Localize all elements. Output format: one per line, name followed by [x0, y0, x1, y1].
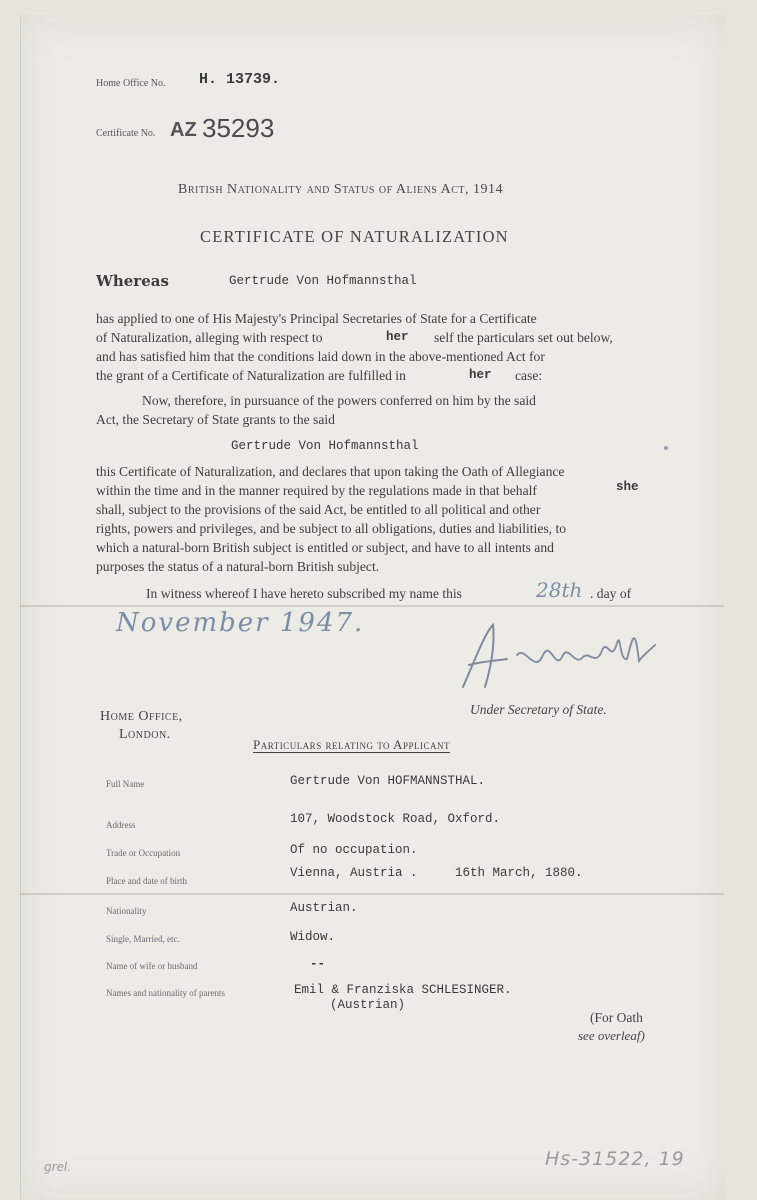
pronoun: her: [469, 368, 492, 382]
paragraph1-line: self the particulars set out below,: [434, 330, 613, 345]
paragraph1-line: has applied to one of His Majesty's Principal Secretaries of State for a Certificate: [96, 311, 537, 326]
particular-value: Of no occupation.: [290, 843, 418, 857]
paragraph3-line: this Certificate of Naturalization, and declares that upon taking the Oath of Allegiance: [96, 464, 565, 479]
particular-label: Trade or Occupation: [106, 848, 181, 858]
fold-line: [20, 893, 724, 895]
pronoun: her: [386, 330, 409, 344]
witness-text: In witness whereof I have hereto subscribed my name this: [146, 586, 462, 601]
paragraph3-line: within the time and in the manner required by the regulations made in that behalf: [96, 483, 537, 498]
particular-value-continued: (Austrian): [330, 998, 406, 1012]
particular-value: Widow.: [290, 930, 336, 944]
particular-value: Emil & Franziska SCHLESINGER.: [294, 983, 512, 997]
fold-line: [20, 605, 724, 607]
certificate-label: Certificate No.: [96, 128, 156, 139]
ink-mark: [664, 446, 668, 450]
particular-value: Vienna, Austria . 16th March, 1880.: [290, 866, 583, 880]
oath-note: (For Oath: [590, 1010, 643, 1025]
particular-value: 107, Woodstock Road, Oxford.: [290, 812, 501, 826]
particular-label: Names and nationality of parents: [106, 988, 225, 998]
paragraph2-line: Act, the Secretary of State grants to the said: [96, 412, 335, 427]
particular-label: Single, Married, etc.: [106, 934, 180, 944]
paragraph3-line: rights, powers and privileges, and be subject to all obligations, duties and liabilities, to: [96, 521, 567, 536]
act-title: British Nationality and Status of Aliens Act, 1914: [178, 182, 503, 197]
particular-label: Nationality: [106, 906, 147, 916]
particular-value: Gertrude Von HOFMANNSTHAL.: [290, 774, 486, 788]
paragraph2-line: Now, therefore, in pursuance of the powers conferred on him by the said: [142, 393, 536, 408]
whereas-label: Whereas: [96, 272, 169, 290]
particular-value: Austrian.: [290, 901, 358, 915]
particular-value: --: [310, 957, 326, 971]
handwritten-day: 28th: [536, 578, 583, 602]
office-line: Home Office,: [100, 709, 183, 724]
particulars-heading: Particulars relating to Applicant: [253, 737, 450, 752]
paragraph1-line: the grant of a Certificate of Naturalization are fulfilled in: [96, 368, 406, 383]
day-of-text: . day of: [590, 586, 632, 601]
office-line: London.: [119, 727, 171, 742]
certificate-prefix: AZ: [170, 119, 197, 141]
home-office-number: H. 13739.: [199, 71, 281, 88]
home-office-label: Home Office No.: [96, 78, 166, 89]
particular-label: Place and date of birth: [106, 876, 187, 886]
paragraph1-line: case:: [515, 368, 543, 383]
handwritten-month-year: November 1947.: [116, 608, 365, 638]
particular-label: Name of wife or husband: [106, 961, 198, 971]
paragraph3-line: which a natural-born British subject is entitled or subject, and have to all intents and: [96, 540, 554, 555]
particular-label: Address: [106, 820, 136, 830]
pencil-annotation: grel.: [44, 1160, 72, 1174]
signatory-title: Under Secretary of State.: [470, 702, 607, 717]
applicant-name: Gertrude Von Hofmannsthal: [229, 274, 417, 288]
pronoun: she: [616, 480, 639, 494]
paragraph3-line: shall, subject to the provisions of the said Act, be entitled to all political and other: [96, 502, 541, 517]
oath-note: see overleaf): [578, 1028, 645, 1043]
archive-shelfmark: Hs-31522, 19: [545, 1148, 685, 1170]
particular-label: Full Name: [106, 779, 145, 789]
certificate-number: 35293: [202, 113, 275, 143]
signature-icon: [455, 615, 665, 695]
document-title: CERTIFICATE OF NATURALIZATION: [200, 227, 509, 246]
paragraph1-line: of Naturalization, alleging with respect to: [96, 330, 323, 345]
grantee-name: Gertrude Von Hofmannsthal: [231, 439, 419, 453]
paragraph1-line: and has satisfied him that the conditions laid down in the above-mentioned Act for: [96, 349, 545, 364]
paragraph3-line: purposes the status of a natural-born British subject.: [96, 559, 380, 574]
